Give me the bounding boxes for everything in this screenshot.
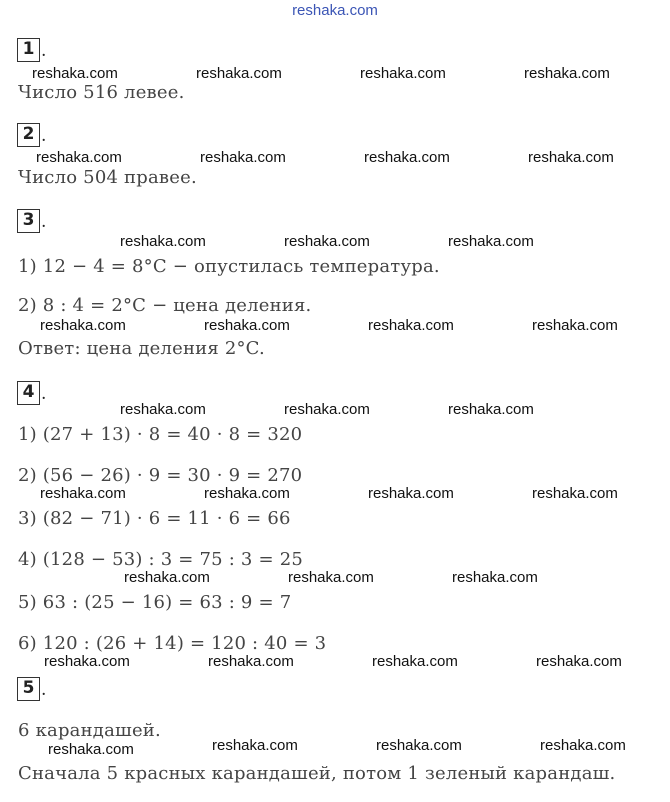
watermark-text: reshaka.com: [212, 737, 298, 754]
watermark-text: reshaka.com: [40, 485, 126, 502]
watermark-text: reshaka.com: [120, 233, 206, 250]
watermark-text: reshaka.com: [204, 317, 290, 334]
task-4-line-3: 3) (82 − 71) · 6 = 11 · 6 = 66: [18, 508, 291, 529]
watermark-text: reshaka.com: [528, 149, 614, 166]
watermark-text: reshaka.com: [204, 485, 290, 502]
watermark-text: reshaka.com: [44, 653, 130, 670]
task-number-2: 2: [17, 123, 40, 147]
watermark-text: reshaka.com: [36, 149, 122, 166]
watermark-text: reshaka.com: [372, 653, 458, 670]
watermark-text: reshaka.com: [452, 569, 538, 586]
task-3-line-1: 1) 12 − 4 = 8°C − опустилась температура.: [18, 256, 440, 277]
watermark-text: reshaka.com: [360, 65, 446, 82]
watermark-text: reshaka.com: [288, 569, 374, 586]
task-2-line-1: Число 504 правее.: [18, 167, 197, 188]
task-5-line-1: 6 карандашей.: [18, 720, 161, 741]
task-4-line-2: 2) (56 − 26) · 9 = 30 · 9 = 270: [18, 465, 303, 486]
watermark-text: reshaka.com: [48, 741, 134, 758]
task-number-3: 3: [17, 209, 40, 233]
watermark-text: reshaka.com: [368, 317, 454, 334]
task-5-line-2: Сначала 5 красных карандашей, потом 1 зеленый карандаш.: [18, 763, 616, 784]
task-4-line-5: 5) 63 : (25 − 16) = 63 : 9 = 7: [18, 592, 292, 613]
watermark-text: reshaka.com: [376, 737, 462, 754]
task-number-dot: .: [41, 680, 47, 700]
task-4-line-6: 6) 120 : (26 + 14) = 120 : 40 = 3: [18, 633, 327, 654]
task-number-dot: .: [41, 212, 47, 232]
watermark-text: reshaka.com: [524, 65, 610, 82]
task-4-line-1: 1) (27 + 13) · 8 = 40 · 8 = 320: [18, 424, 303, 445]
task-4-line-4: 4) (128 − 53) : 3 = 75 : 3 = 25: [18, 549, 304, 570]
task-number-5: 5: [17, 677, 40, 701]
watermark-text: reshaka.com: [120, 401, 206, 418]
watermark-text: reshaka.com: [284, 233, 370, 250]
watermark-text: reshaka.com: [124, 569, 210, 586]
task-number-dot: .: [41, 126, 47, 146]
watermark-text: reshaka.com: [364, 149, 450, 166]
watermark-text: reshaka.com: [536, 653, 622, 670]
watermark-text: reshaka.com: [532, 485, 618, 502]
task-number-dot: .: [41, 41, 47, 61]
watermark-text: reshaka.com: [32, 65, 118, 82]
watermark-text: reshaka.com: [540, 737, 626, 754]
site-header[interactable]: reshaka.com: [292, 2, 378, 19]
watermark-text: reshaka.com: [196, 65, 282, 82]
task-number-4: 4: [17, 381, 40, 405]
task-3-line-2: 2) 8 : 4 = 2°C − цена деления.: [18, 295, 312, 316]
watermark-text: reshaka.com: [200, 149, 286, 166]
watermark-text: reshaka.com: [40, 317, 126, 334]
watermark-text: reshaka.com: [284, 401, 370, 418]
task-1-line-1: Число 516 левее.: [18, 82, 185, 103]
watermark-text: reshaka.com: [448, 401, 534, 418]
watermark-text: reshaka.com: [368, 485, 454, 502]
task-3-answer: Ответ: цена деления 2°C.: [18, 338, 265, 359]
watermark-text: reshaka.com: [532, 317, 618, 334]
watermark-text: reshaka.com: [208, 653, 294, 670]
task-number-1: 1: [17, 38, 40, 62]
task-number-dot: .: [41, 384, 47, 404]
watermark-text: reshaka.com: [448, 233, 534, 250]
